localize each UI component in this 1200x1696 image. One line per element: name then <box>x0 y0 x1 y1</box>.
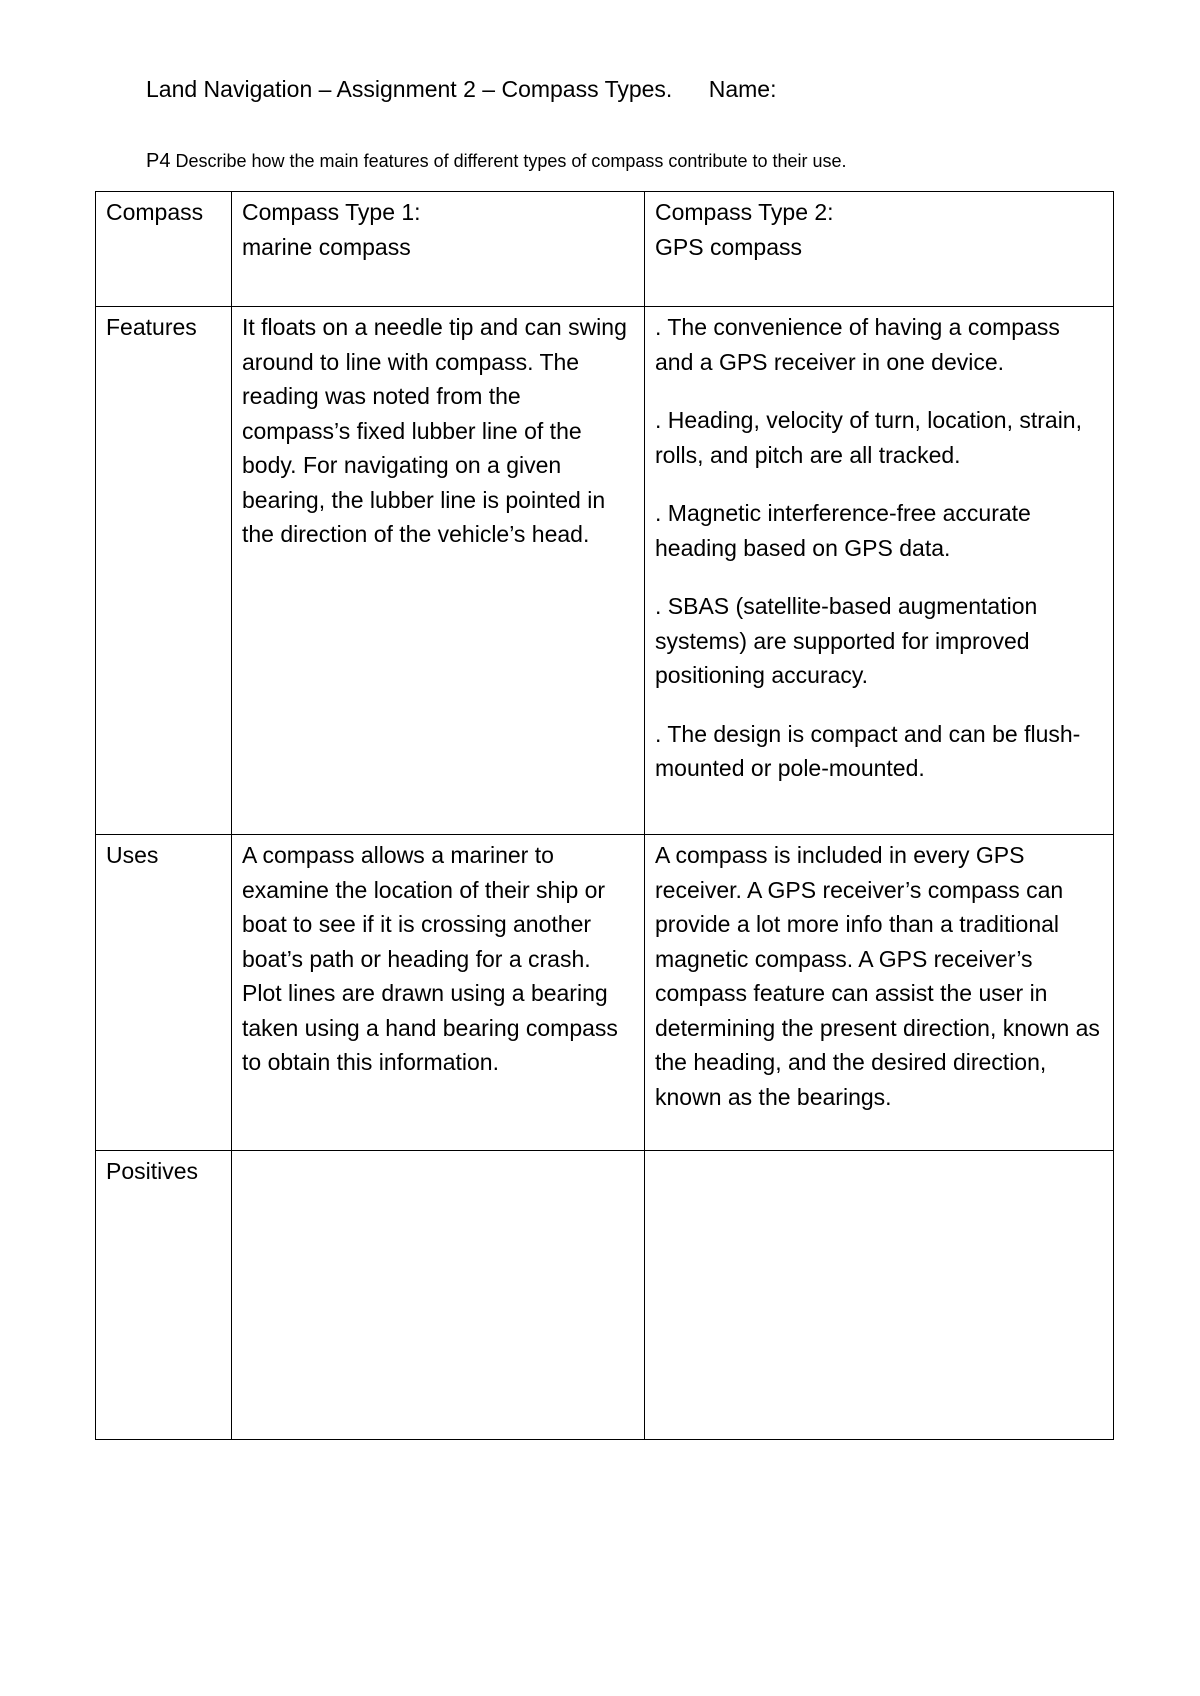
row-label-features: Features <box>96 307 232 835</box>
features-type-2-item: . Magnetic interference-free accurate heading based on GPS data. <box>655 500 1031 561</box>
compass-type-1-value: marine compass <box>242 233 411 260</box>
table-row-uses <box>96 835 1114 1151</box>
criteria-code: P4 <box>146 150 171 172</box>
assignment-title: Land Navigation – Assignment 2 – Compass Types. <box>146 76 673 102</box>
row-label-positives: Positives <box>96 1151 232 1440</box>
compass-type-2-title: Compass Type 2: <box>655 199 834 225</box>
uses-type-2-cell <box>645 835 1114 1151</box>
row-label-compass: Compass <box>96 192 232 307</box>
instruction-text: Describe how the main features of different types of compass contribute to their use. <box>175 151 847 171</box>
positives-type-2-cell[interactable] <box>645 1151 1114 1440</box>
features-type-1-text: It floats on a needle tip and can swing around to line with compass. The reading was noted from the compass’s fixed lubber line of the body. For navigating on a given bearing, the lubber line is pointed in the direction of the vehicle’s head. <box>242 314 627 547</box>
document-title <box>146 76 776 103</box>
table-row-positives <box>96 1151 1114 1440</box>
positives-type-1-cell[interactable] <box>232 1151 645 1440</box>
row-label-uses: Uses <box>96 835 232 1151</box>
features-type-2-item: . The design is compact and can be flush-mounted or pole-mounted. <box>655 720 1081 781</box>
compass-type-1-title: Compass Type 1: <box>242 199 421 225</box>
instruction-line <box>146 150 847 173</box>
features-type-2-item: . The convenience of having a compass and a GPS receiver in one device. <box>655 314 1060 375</box>
compass-type-2-cell <box>645 192 1114 307</box>
table-header-row <box>96 192 1114 307</box>
uses-type-1-text: A compass allows a mariner to examine the location of their ship or boat to see if it is crossing another boat’s path or heading for a crash. Plot lines are drawn using a bearing taken using a hand bearing compass to obtain this information. <box>242 842 618 1075</box>
compass-type-2-value: GPS compass <box>655 233 802 260</box>
name-label: Name: <box>708 76 777 102</box>
features-type-2-item: . SBAS (satellite-based augmentation systems) are supported for improved positioning accuracy. <box>655 593 1038 688</box>
features-type-2-item: . Heading, velocity of turn, location, strain, rolls, and pitch are all tracked. <box>655 407 1082 468</box>
features-type-1-cell <box>232 307 645 835</box>
uses-type-1-cell <box>232 835 645 1151</box>
table-row-features <box>96 307 1114 835</box>
uses-type-2-text: A compass is included in every GPS receiver. A GPS receiver’s compass can provide a lot more info than a traditional magnetic compass. A GPS receiver’s compass feature can assist the user in determining the present direction, known as the heading, and the desired direction, known as the bearings. <box>655 842 1100 1110</box>
compass-type-1-cell <box>232 192 645 307</box>
compass-comparison-table <box>95 191 1114 1440</box>
features-type-2-cell <box>645 307 1114 835</box>
